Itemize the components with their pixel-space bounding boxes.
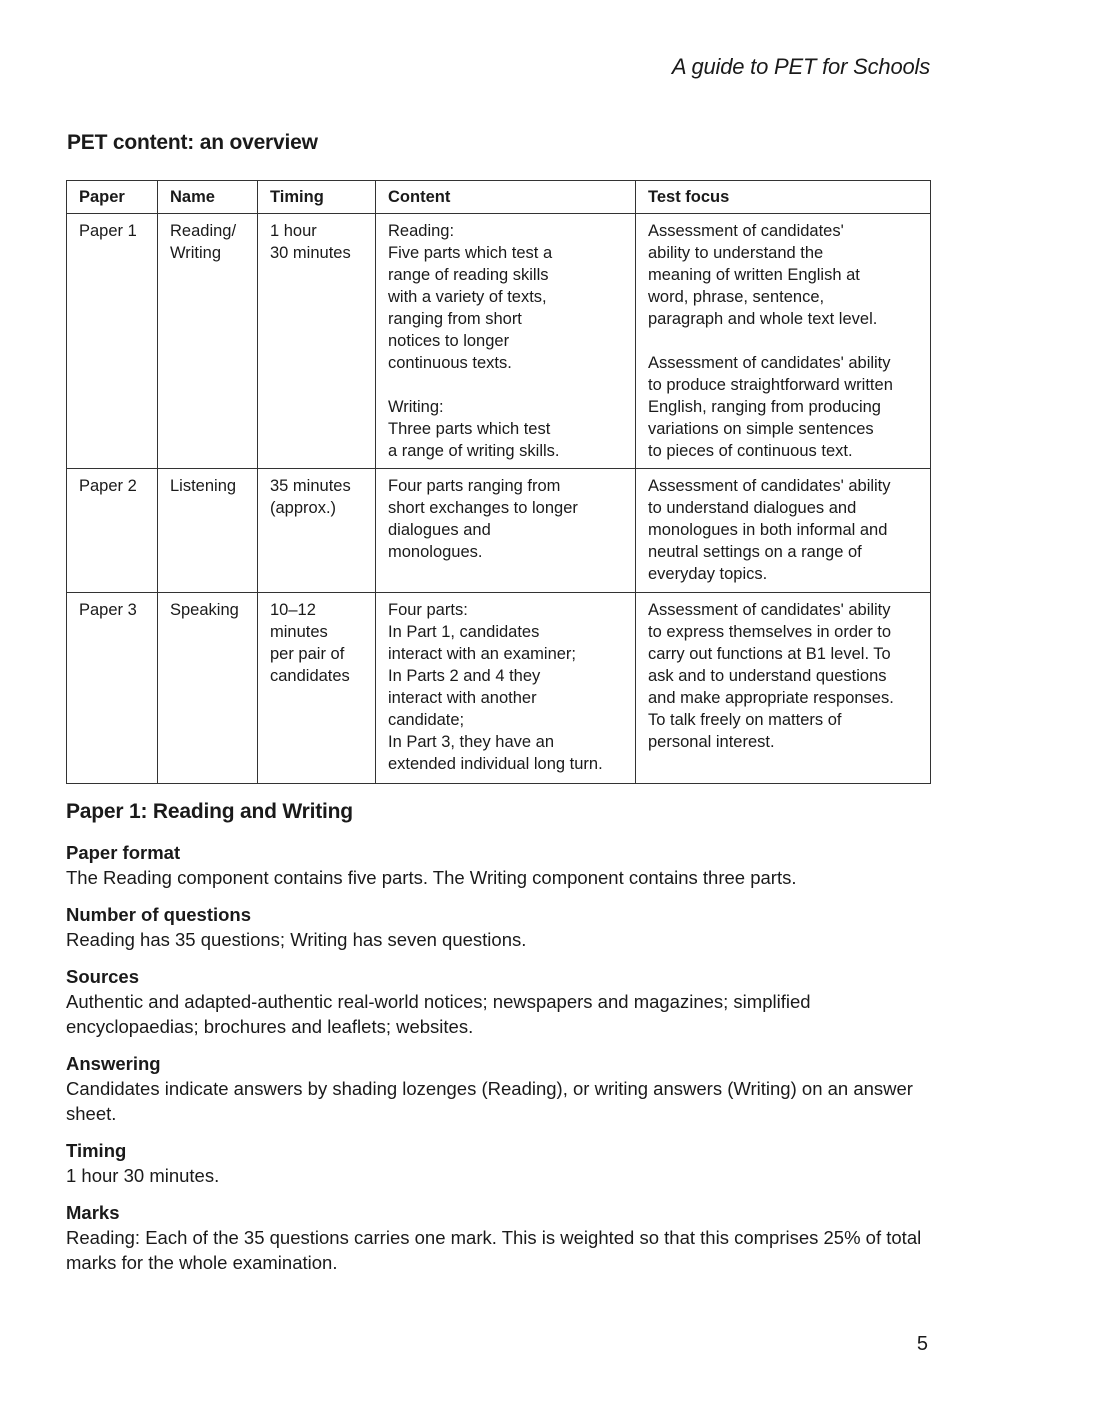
field-section: [66, 1139, 936, 1188]
cell-line: candidate;: [388, 711, 465, 729]
header-content: Content: [376, 181, 636, 214]
cell-line: Three parts which test: [388, 420, 551, 438]
cell-content: [376, 593, 636, 784]
field-section: [66, 1201, 936, 1275]
cell-line: carry out functions at B1 level. To: [648, 645, 891, 663]
cell-line: extended individual long turn.: [388, 755, 603, 773]
cell-line: Reading:: [388, 222, 455, 240]
cell-line: Paper 1: [79, 222, 137, 240]
field-label: Timing: [66, 1140, 127, 1161]
cell-timing: [258, 214, 376, 469]
overview-table: [66, 180, 931, 784]
cell-test-focus: [636, 469, 931, 593]
cell-line: In Part 1, candidates: [388, 623, 540, 641]
running-head: A guide to PET for Schools: [671, 54, 930, 79]
cell-line: per pair of: [270, 645, 345, 663]
cell-line: to express themselves in order to: [648, 623, 892, 641]
paper1-title: Paper 1: Reading and Writing: [66, 800, 353, 823]
cell-line: interact with an examiner;: [388, 645, 577, 663]
cell-name: [158, 214, 258, 469]
cell-line: a range of writing skills.: [388, 442, 560, 460]
cell-line: 10–12: [270, 601, 316, 619]
field-text: Reading has 35 questions; Writing has seven questions.: [66, 929, 527, 950]
cell-paper: [67, 214, 158, 469]
table-body: [67, 214, 931, 784]
cell-line: ask and to understand questions: [648, 667, 887, 685]
cell-line: Paper 2: [79, 477, 137, 495]
cell-line: 30 minutes: [270, 244, 351, 262]
cell-line: Four parts:: [388, 601, 468, 619]
field-section: [66, 903, 936, 952]
page-number: 5: [916, 1333, 928, 1355]
cell-line: In Parts 2 and 4 they: [388, 667, 541, 685]
table-row: [67, 469, 931, 593]
field-label: Answering: [66, 1053, 161, 1074]
cell-line: Paper 3: [79, 601, 137, 619]
cell-test-focus: [636, 214, 931, 469]
field-section: [66, 841, 936, 890]
cell-paper: [67, 469, 158, 593]
cell-line: dialogues and: [388, 521, 491, 539]
field-text: The Reading component contains five parts. The Writing component contains three parts.: [66, 867, 797, 888]
cell-line: Writing: [170, 244, 222, 262]
cell-line: to understand dialogues and: [648, 499, 857, 517]
cell-line: ranging from short: [388, 310, 522, 328]
table-row: [67, 593, 931, 784]
cell-line: candidates: [270, 667, 350, 685]
table-header-row: [67, 181, 931, 214]
field-text: 1 hour 30 minutes.: [66, 1165, 220, 1186]
cell-paper: [67, 593, 158, 784]
cell-line: Writing:: [388, 398, 444, 416]
cell-line: Reading/: [170, 222, 237, 240]
cell-line: variations on simple sentences: [648, 420, 874, 438]
cell-line: Four parts ranging from: [388, 477, 561, 495]
cell-line: Assessment of candidates': [648, 222, 844, 240]
cell-line: with a variety of texts,: [388, 288, 547, 306]
cell-line: To talk freely on matters of: [648, 711, 842, 729]
cell-line: paragraph and whole text level.: [648, 310, 878, 328]
cell-line: neutral settings on a range of: [648, 543, 862, 561]
cell-line: Listening: [170, 477, 237, 495]
field-label: Paper format: [66, 842, 181, 863]
cell-line: (approx.): [270, 499, 337, 517]
field-label: Marks: [66, 1202, 120, 1223]
paragraph-gap: [648, 330, 920, 352]
cell-name: [158, 593, 258, 784]
header-test-focus: Test focus: [636, 181, 931, 214]
field-text: Authentic and adapted-authentic real-world notices; newspapers and magazines; simplified encyclopaedias; brochures and leaflets; websites.: [66, 991, 811, 1037]
cell-line: range of reading skills: [388, 266, 549, 284]
cell-line: meaning of written English at: [648, 266, 860, 284]
header-paper: Paper: [67, 181, 158, 214]
header-name: Name: [158, 181, 258, 214]
cell-line: interact with another: [388, 689, 537, 707]
cell-line: ability to understand the: [648, 244, 824, 262]
cell-line: Assessment of candidates' ability: [648, 477, 891, 495]
cell-line: short exchanges to longer: [388, 499, 578, 517]
field-section: [66, 965, 936, 1039]
field-text: Reading: Each of the 35 questions carries one mark. This is weighted so that this comprises 25% of total marks for the whole examination.: [66, 1227, 922, 1273]
cell-content: [376, 469, 636, 593]
cell-line: 1 hour: [270, 222, 317, 240]
cell-line: to pieces of continuous text.: [648, 442, 853, 460]
cell-content: [376, 214, 636, 469]
cell-line: Assessment of candidates' ability: [648, 354, 891, 372]
paper1-fields: [66, 841, 936, 1275]
header-timing: Timing: [258, 181, 376, 214]
cell-line: everyday topics.: [648, 565, 768, 583]
cell-line: monologues.: [388, 543, 483, 561]
cell-line: and make appropriate responses.: [648, 689, 894, 707]
cell-line: notices to longer: [388, 332, 510, 350]
cell-line: continuous texts.: [388, 354, 512, 372]
cell-line: monologues in both informal and: [648, 521, 888, 539]
cell-line: 35 minutes: [270, 477, 351, 495]
cell-line: English, ranging from producing: [648, 398, 881, 416]
cell-line: Assessment of candidates' ability: [648, 601, 891, 619]
field-text: Candidates indicate answers by shading lozenges (Reading), or writing answers (Writing) on an answer sheet.: [66, 1078, 913, 1124]
field-section: [66, 1052, 936, 1126]
cell-line: word, phrase, sentence,: [648, 288, 825, 306]
paragraph-gap: [388, 374, 625, 396]
cell-test-focus: [636, 593, 931, 784]
cell-timing: [258, 593, 376, 784]
paper1-section: [66, 800, 936, 1288]
cell-timing: [258, 469, 376, 593]
cell-line: Speaking: [170, 601, 239, 619]
cell-line: minutes: [270, 623, 328, 641]
cell-line: In Part 3, they have an: [388, 733, 555, 751]
field-label: Sources: [66, 966, 140, 987]
cell-line: personal interest.: [648, 733, 775, 751]
overview-title: PET content: an overview: [67, 131, 318, 154]
table-row: [67, 214, 931, 469]
field-label: Number of questions: [66, 904, 252, 925]
cell-line: Five parts which test a: [388, 244, 553, 262]
cell-name: [158, 469, 258, 593]
cell-line: to produce straightforward written: [648, 376, 893, 394]
